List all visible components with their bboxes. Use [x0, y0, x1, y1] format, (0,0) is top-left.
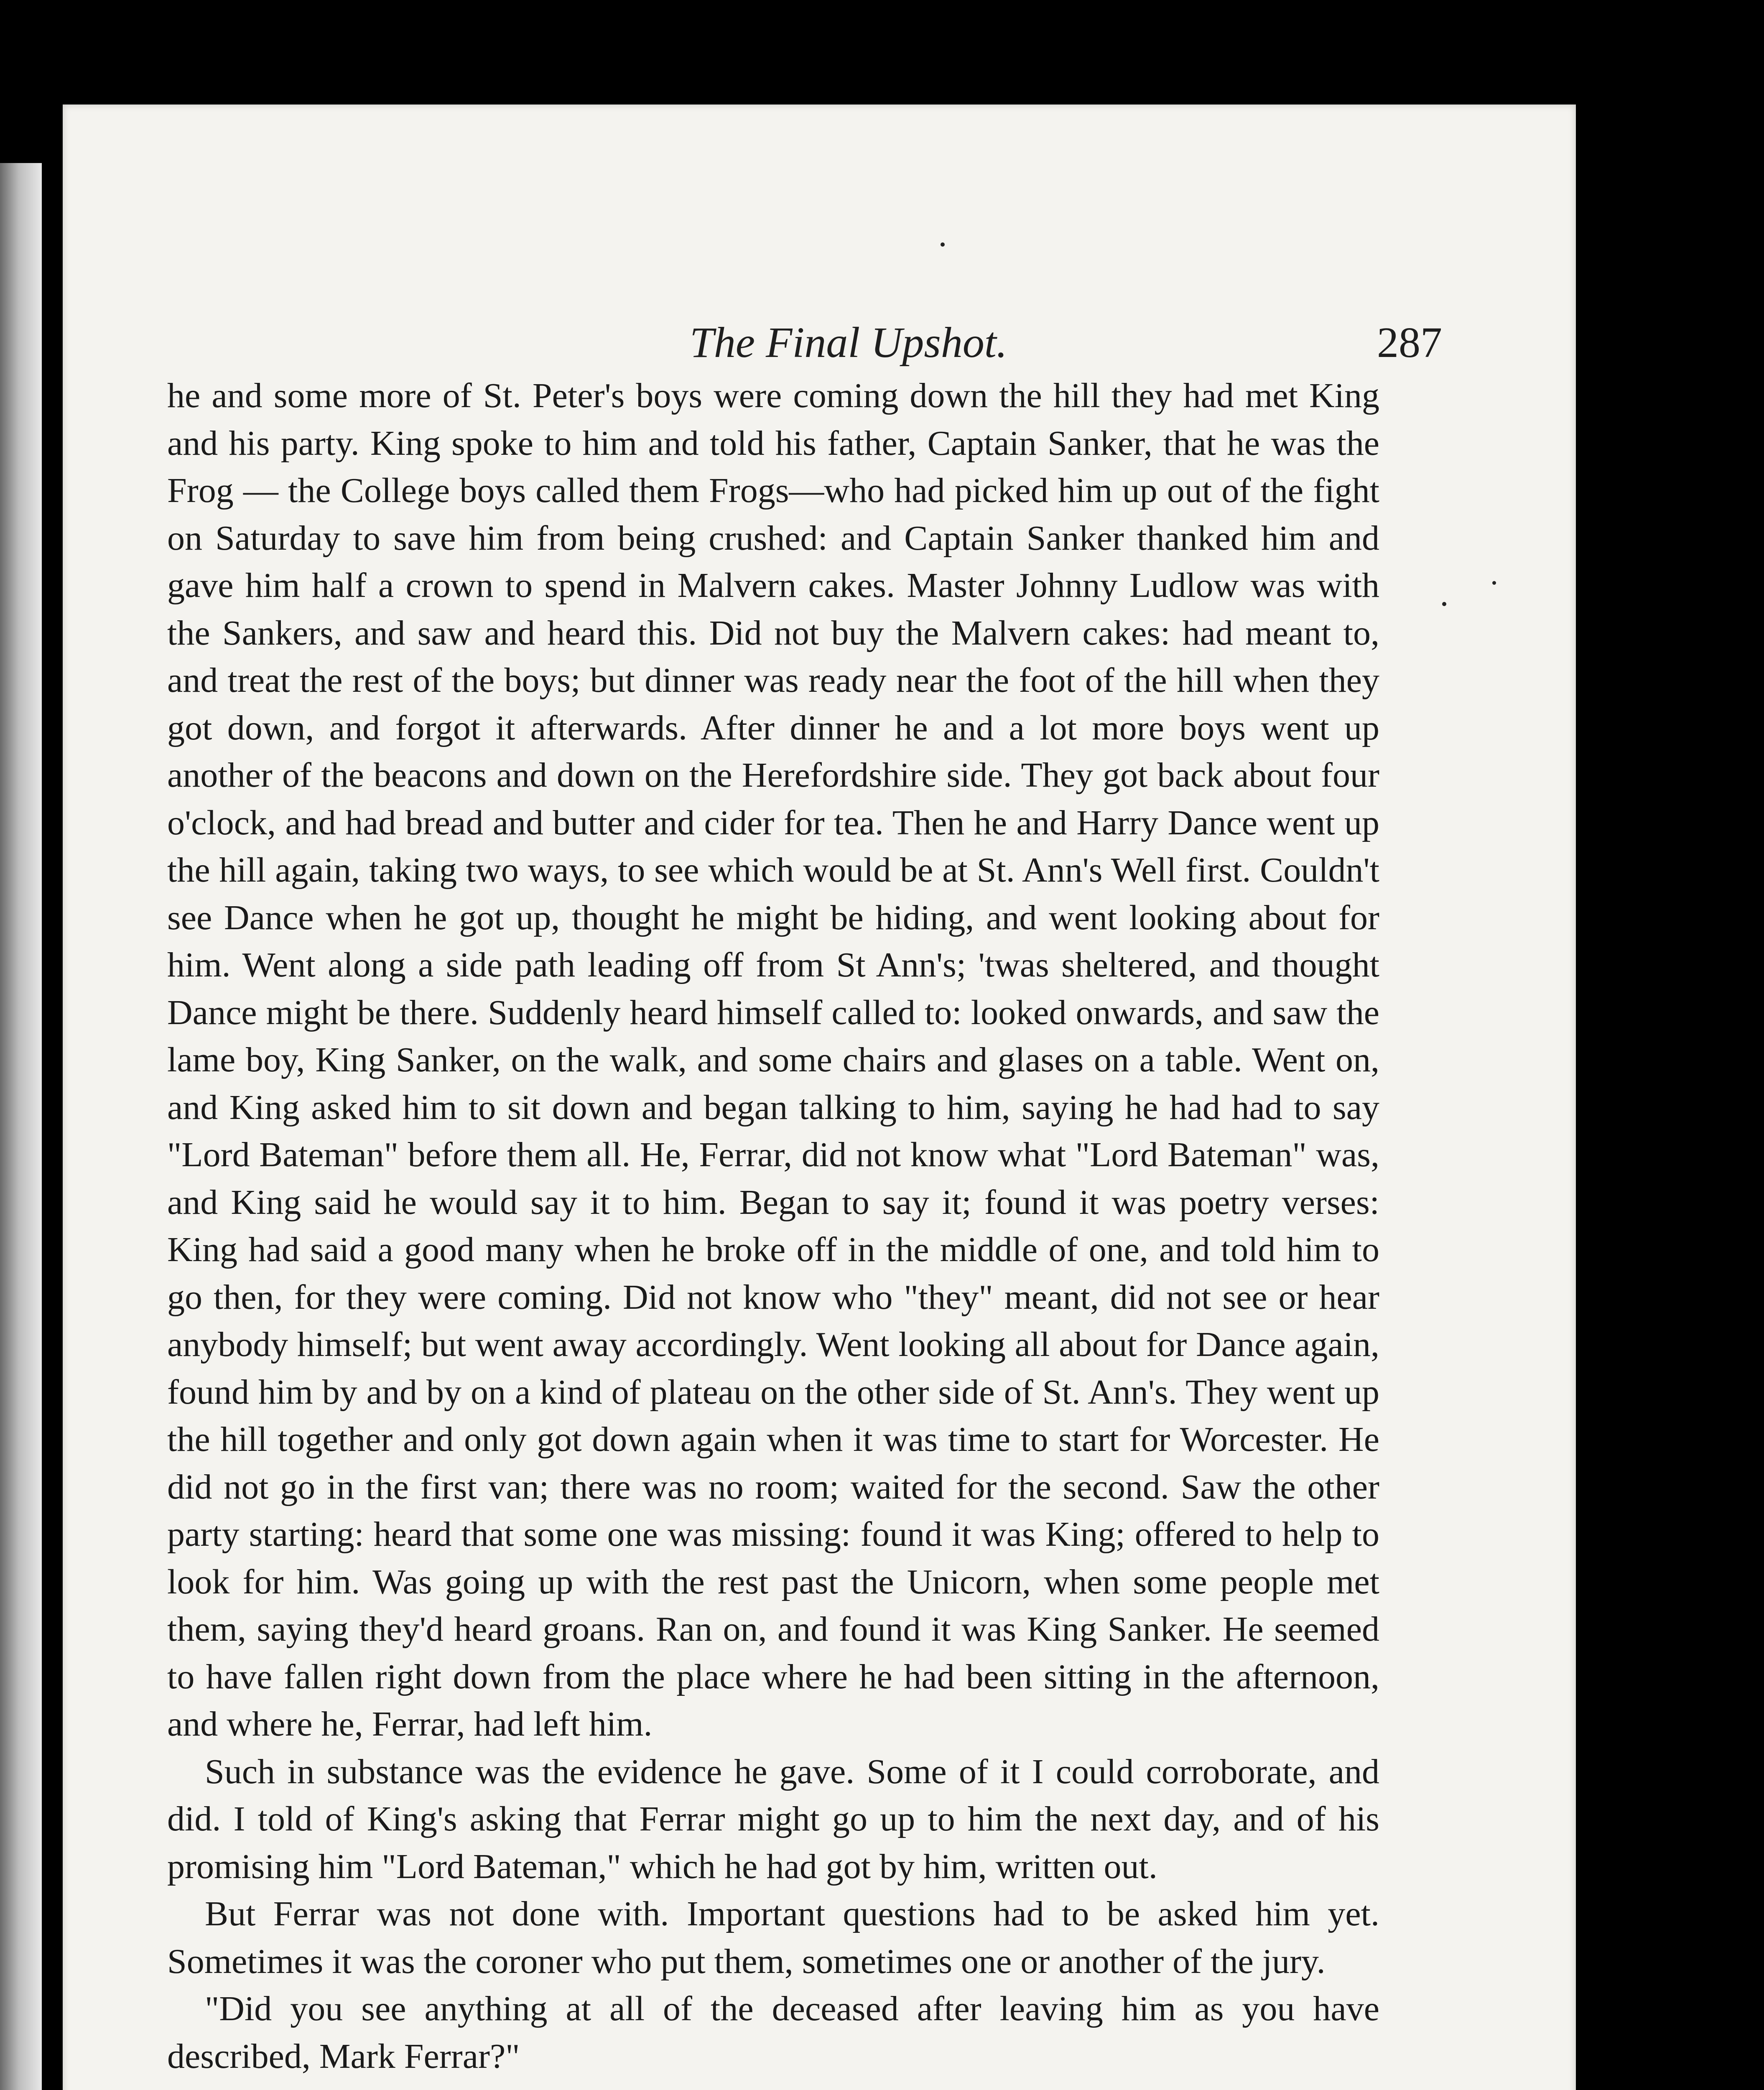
paragraph-evidence-summary: Such in substance was the evidence he gave. Some of it I could corroborate, and did. I told of King's asking that Ferrar might go up to him the next day, and of his promising him "Lord Bateman," which he had got by him, written out.: [167, 1752, 1379, 1886]
speck: [1492, 581, 1496, 585]
book-page: [63, 104, 1576, 2090]
paragraph-questions: But Ferrar was not done with. Important questions had to be asked him yet. Sometimes it was the coroner who put them, sometimes one or another of the jury.: [167, 1894, 1379, 1981]
running-head: [167, 301, 1442, 376]
body-text: [167, 372, 1379, 2080]
speck: [941, 242, 945, 247]
page-number: 287: [1377, 319, 1442, 367]
paragraph-testimony: he and some more of St. Peter's boys were coming down the hill they had met King and his party. King spoke to him and told his father, Captain Sanker, that he was the Frog — the College boys called them Frogs—who had picked him up out of the fight on Saturday to save him from being crushed: and Captain Sanker thanked him and gave him half a crown to spend in Malvern cakes. Master Johnny Ludlow was with the Sankers, and saw and heard this. Did not buy the Malvern cakes: had meant to, and treat the rest of the boys; but dinner was ready near the foot of the hill when they got down, and forgot it afterwards. After dinner he and a lot more boys went up another of the beacons and down on the Herefordshire side. They got back about four o'clock, and had bread and butter and cider for tea. Then he and Harry Dance went up the hill again, taking two ways, to see which would be at St. Ann's Well first. Couldn't see Dance when he got up, thought he might be hiding, and went looking about for him. Went along a side path leading off from St Ann's; 'twas sheltered, and thought Dance might be there. Suddenly heard himself called to: looked onwards, and saw the lame boy, King Sanker, on the walk, and some chairs and glases on a table. Went on, and King asked him to sit down and began talking to him, saying he had had to say "Lord Bateman" before them all. He, Ferrar, did not know what "Lord Bateman" was, and King said he would say it to him. Began to say it; found it was poetry verses: King had said a good many when he broke off in the middle of one, and told him to go then, for they were coming. Did not know who "they" meant, did not see or hear anybody himself; but went away accordingly. Went looking all about for Dance again, found him by and by on a kind of plateau on the other side of St. Ann's. They went up the hill together and only got down again when it was time to start for Worcester. He did not go in the first van; there was no room; waited for the second. Saw the other party starting: heard that some one was missing: found it was King; offered to help to look for him. Was going up with the rest past the Unicorn, when some people met them, saying they'd heard groans. Ran on, and found it was King Sanker. He seemed to have fallen right down from the place where he had been sitting in the afternoon, and where he, Ferrar, had left him.: [167, 376, 1379, 1743]
speck: [1442, 602, 1446, 606]
running-title: The Final Upshot.: [690, 319, 1007, 367]
paragraph-question-quote: "Did you see anything at all of the deceased after leaving him as you have described, Mark Ferrar?": [167, 1989, 1379, 2076]
facing-page-edge: [0, 163, 42, 2090]
